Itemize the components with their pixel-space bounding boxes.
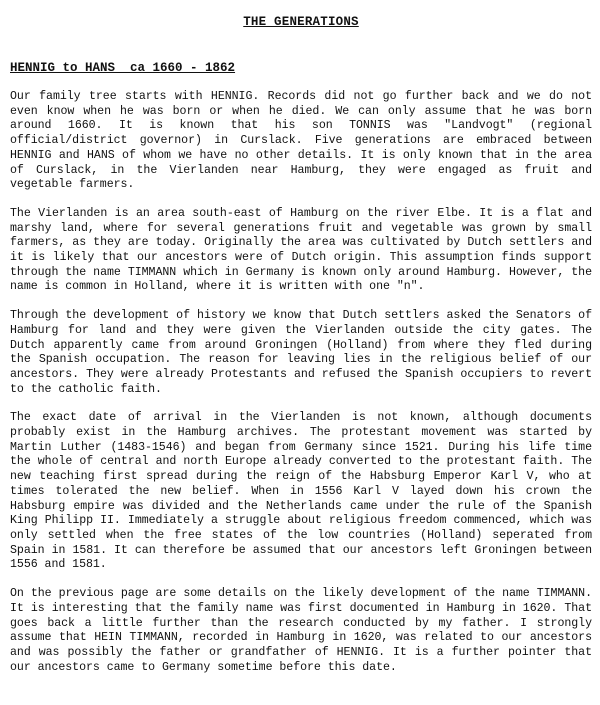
- paragraph-dutch-settlers: Through the development of history we know that Dutch settlers asked the Senators of Hamburg for land and they were given the Vierlanden outside the city gates. The Dutch apparently came from around Groningen (Holland) from where they fled during the Spanish occupation. The reason for leaving lies in the religious belief of our ancestors. They were already Protestants and refused the Spanish occupiers to revert to the catholic faith.: [10, 309, 592, 396]
- paragraph-vierlanden: The Vierlanden is an area south-east of Hamburg on the river Elbe. It is a flat and marshy land, where for several generations fruit and vegetable was grown by small farmers, as they are today. Originally the area was cultivated by Dutch settlers and it is likely that our ancestors were of Dutch origin. This assumption finds support through the name TIMMANN which in Germany is known only around Hamburg. However, the name is common in Holland, where it is written with one "n".: [10, 206, 592, 294]
- paragraph-family-tree-start: Our family tree starts with HENNIG. Records did not go further back and we do not even know when he was born or when he died. We can only assume that he was born around 1660. It is known that his son TONNIS was "Landvogt" (regional official/district governor) in Curslack. Five generations are embraced between HENNIG and HANS of whom we have no other details. It is only known that in the area of Curslack, in the Vierlanden near Hamburg, they were engaged as fruit and vegetable farmers.: [10, 90, 592, 192]
- paragraph-name-timmann: On the previous page are some details on the likely development of the name TIMMANN. It is interesting that the family name was first documented in Hamburg in 1620. That goes back a little further than the research conducted by my father. I strongly assume that HEIN TIMMANN, recorded in Hamburg in 1620, was related to our ancestors and was possibly the father or grandfather of HENNIG. It is a further pointer that our ancestors came to Germany sometime before this date.: [10, 587, 592, 674]
- section-heading: HENNIG to HANS ca 1660 - 1862: [10, 61, 236, 75]
- document-page: [10, 0, 592, 675]
- document-title: THE GENERATIONS: [243, 15, 359, 29]
- paragraph-arrival-date: The exact date of arrival in the Vierlanden is not known, although documents probably exist in the Hamburg archives. The protestant movement was started by Martin Luther (1483-1546) and began from Germany since 1521. During his life time the whole of central and north Europe already converted to the protestant faith. The new teaching first spread during the reign of the Habsburg Emperor Karl V, who at times tolerated the new belief. When in 1556 Karl V layed down his crown the Habsburg empire was divided and the Netherlands came under the rule of the Spanish King Philipp II. Immediately a struggle about religious freedom commenced, which was only settled when the free states of the low countries (Holland) seperated from Spain in 1581. It can therefore be assumed that our ancestors left Groningen between 1556 and 1581.: [10, 411, 592, 572]
